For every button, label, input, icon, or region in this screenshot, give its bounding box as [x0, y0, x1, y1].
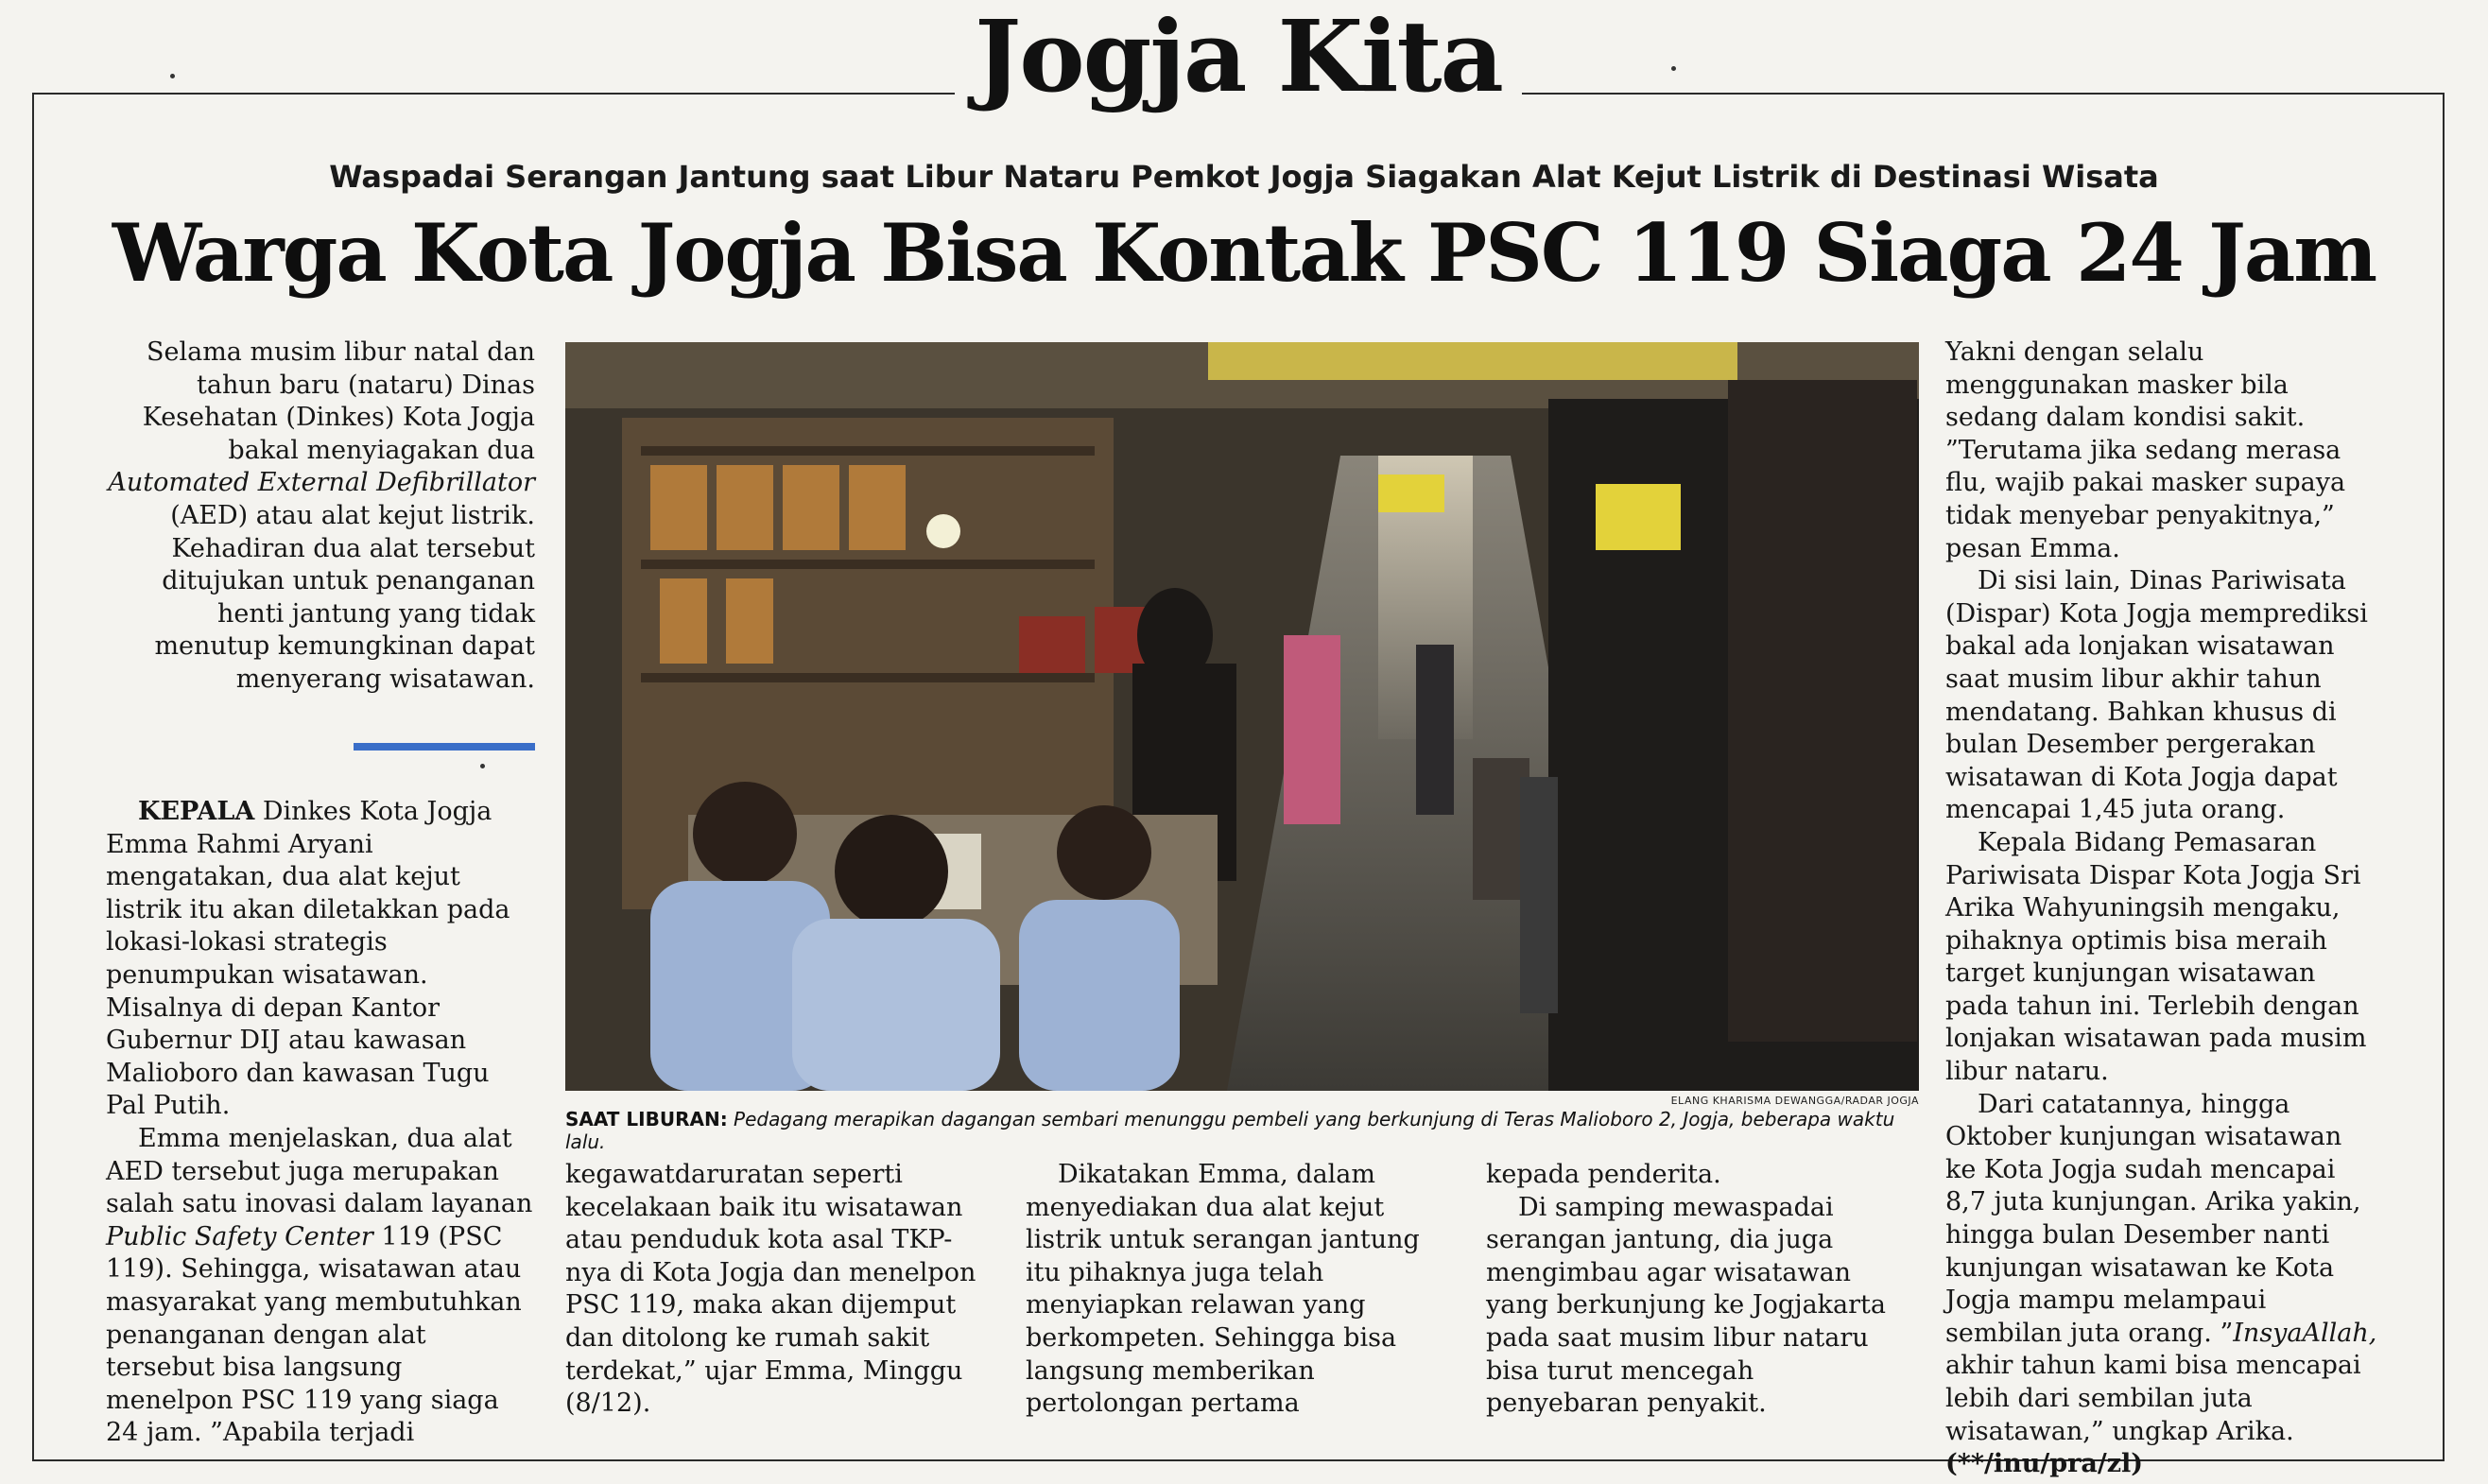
body-text: Dinkes Kota Jogja Emma Rahmi Aryani mengatakan, dua alat kejut listrik itu akan diletakkan pada lokasi-lokasi strategis penumpukan wisatawan. Misalnya di depan Kantor Gubernur DIJ atau kawasan Malioboro dan kawasan Tugu Pal Putih. [106, 797, 510, 1121]
drop-lead: KEPALA [138, 797, 255, 826]
print-speck [480, 764, 485, 768]
body-paragraph: Di sisi lain, Dinas Pariwisata (Dispar) Kota Jogja memprediksi bakal ada lonjakan wisatawan saat musim libur akhir tahun mendatang. Bahkan khusus di bulan Desember pergerakan wisatawan di Kota Jogja dapat mencapai 1,45 juta orang. [1945, 566, 2368, 825]
body-paragraph [106, 796, 535, 1123]
body-column-4 [1486, 1159, 1908, 1421]
print-speck [170, 74, 175, 78]
lead-column [106, 336, 535, 697]
body-paragraph [1945, 1089, 2380, 1481]
author-sign: (**/inu/pra/zl) [1945, 1449, 2144, 1479]
lead-text: Selama musim libur natal dan tahun baru (nataru) Dinas Kesehatan (Dinkes) Kota Jogja bakal menyiagakan dua [142, 337, 535, 465]
body-paragraph: Dikatakan Emma, dalam menyediakan dua alat kejut listrik untuk serangan jantung itu pihaknya juga telah menyiapkan relawan yang berkompeten. Sehingga bisa langsung memberikan pertolongan pertama [1026, 1160, 1420, 1419]
photo-caption [565, 1108, 1919, 1153]
section-title: Jogja Kita [955, 0, 1522, 113]
body-paragraph: Yakni dengan selalu menggunakan masker bila sedang dalam kondisi sakit. ”Terutama jika sedang merasa flu, wajib pakai masker supaya tidak menyebar penyakitnya,” pesan Emma. [1945, 337, 2346, 563]
lead-text: (AED) atau alat kejut listrik. [170, 500, 535, 530]
body-column-2 [565, 1159, 994, 1421]
kicker: Waspadai Serangan Jantung saat Libur Nataru Pemkot Jogja Siagakan Alat Kejut Listrik di Destinasi Wisata [329, 159, 2159, 195]
body-paragraph: Kepala Bidang Pemasaran Pariwisata Dispar Kota Jogja Sri Arika Wahyuningsih mengaku, pihaknya optimis bisa meraih target kunjungan wisatawan pada tahun ini. Terlebih dengan lonjakan wisatawan pada musim libur nataru. [1945, 827, 2367, 1087]
body-column-1 [106, 796, 535, 1450]
body-paragraph: Di samping mewaspadai serangan jantung, dia juga mengimbau agar wisatawan yang berkunjung ke Jogjakarta pada saat musim libur nataru bisa turut mencegah penyebaran penyakit. [1486, 1192, 1886, 1419]
body-column-3 [1026, 1159, 1457, 1421]
print-speck [1671, 66, 1676, 71]
headline: Warga Kota Jogja Bisa Kontak PSC 119 Siaga 24 Jam [112, 206, 2376, 300]
lead-italic: Automated External Defibrillator [108, 468, 535, 498]
body-text: akhir tahun kami bisa mencapai lebih dari sembilan juta wisatawan,” ungkap Arika. [1945, 1351, 2361, 1446]
body-paragraph: kepada penderita. [1486, 1160, 1721, 1189]
article-photo [565, 342, 1919, 1091]
market-photo-illustration [565, 342, 1919, 1091]
body-paragraph: kegawatdaruratan seperti kecelakaan baik itu wisatawan atau penduduk kota asal TKP-nya di Kota Jogja dan menelpon PSC 119, maka akan dijemput dan ditolong ke rumah sakit terdekat,” ujar Emma, Minggu (8/12). [565, 1160, 976, 1419]
body-text: 119 (PSC 119). Sehingga, wisatawan atau masyarakat yang membutuhkan penanganan dengan alat tersebut bisa langsung menelpon PSC 119 yang siaga 24 jam. ”Apabila terjadi [106, 1221, 522, 1448]
body-text: Dari catatannya, hingga Oktober kunjungan wisatawan ke Kota Jogja sudah mencapai 8,7 juta kunjungan. Arika yakin, hingga bulan Desember nanti kunjungan wisatawan ke Kota Jogja mampu melampaui sembilan juta orang. ” [1945, 1089, 2361, 1348]
body-italic: Public Safety Center [106, 1221, 373, 1251]
accent-rule [354, 743, 535, 751]
lead-paragraph: Kehadiran dua alat tersebut ditujukan untuk penanganan henti jantung yang tidak menutup kemungkinan dapat menyerang wisatawan. [154, 533, 535, 694]
lead-paragraph [106, 336, 535, 533]
caption-label: SAAT LIBURAN: [565, 1108, 728, 1130]
body-paragraph [106, 1123, 535, 1450]
body-text: Emma menjelaskan, dua alat AED tersebut juga merupakan salah satu inovasi dalam layanan [106, 1123, 533, 1219]
caption-text: Pedagang merapikan dagangan sembari menunggu pembeli yang berkunjung di Teras Malioboro 2, Jogja, beberapa waktu lalu. [565, 1108, 1895, 1153]
body-italic: InsyaAllah, [2233, 1318, 2377, 1348]
photo-credit: ELANG KHARISMA DEWANGGA/RADAR JOGJA [1670, 1095, 1919, 1107]
body-column-5 [1945, 336, 2380, 1481]
